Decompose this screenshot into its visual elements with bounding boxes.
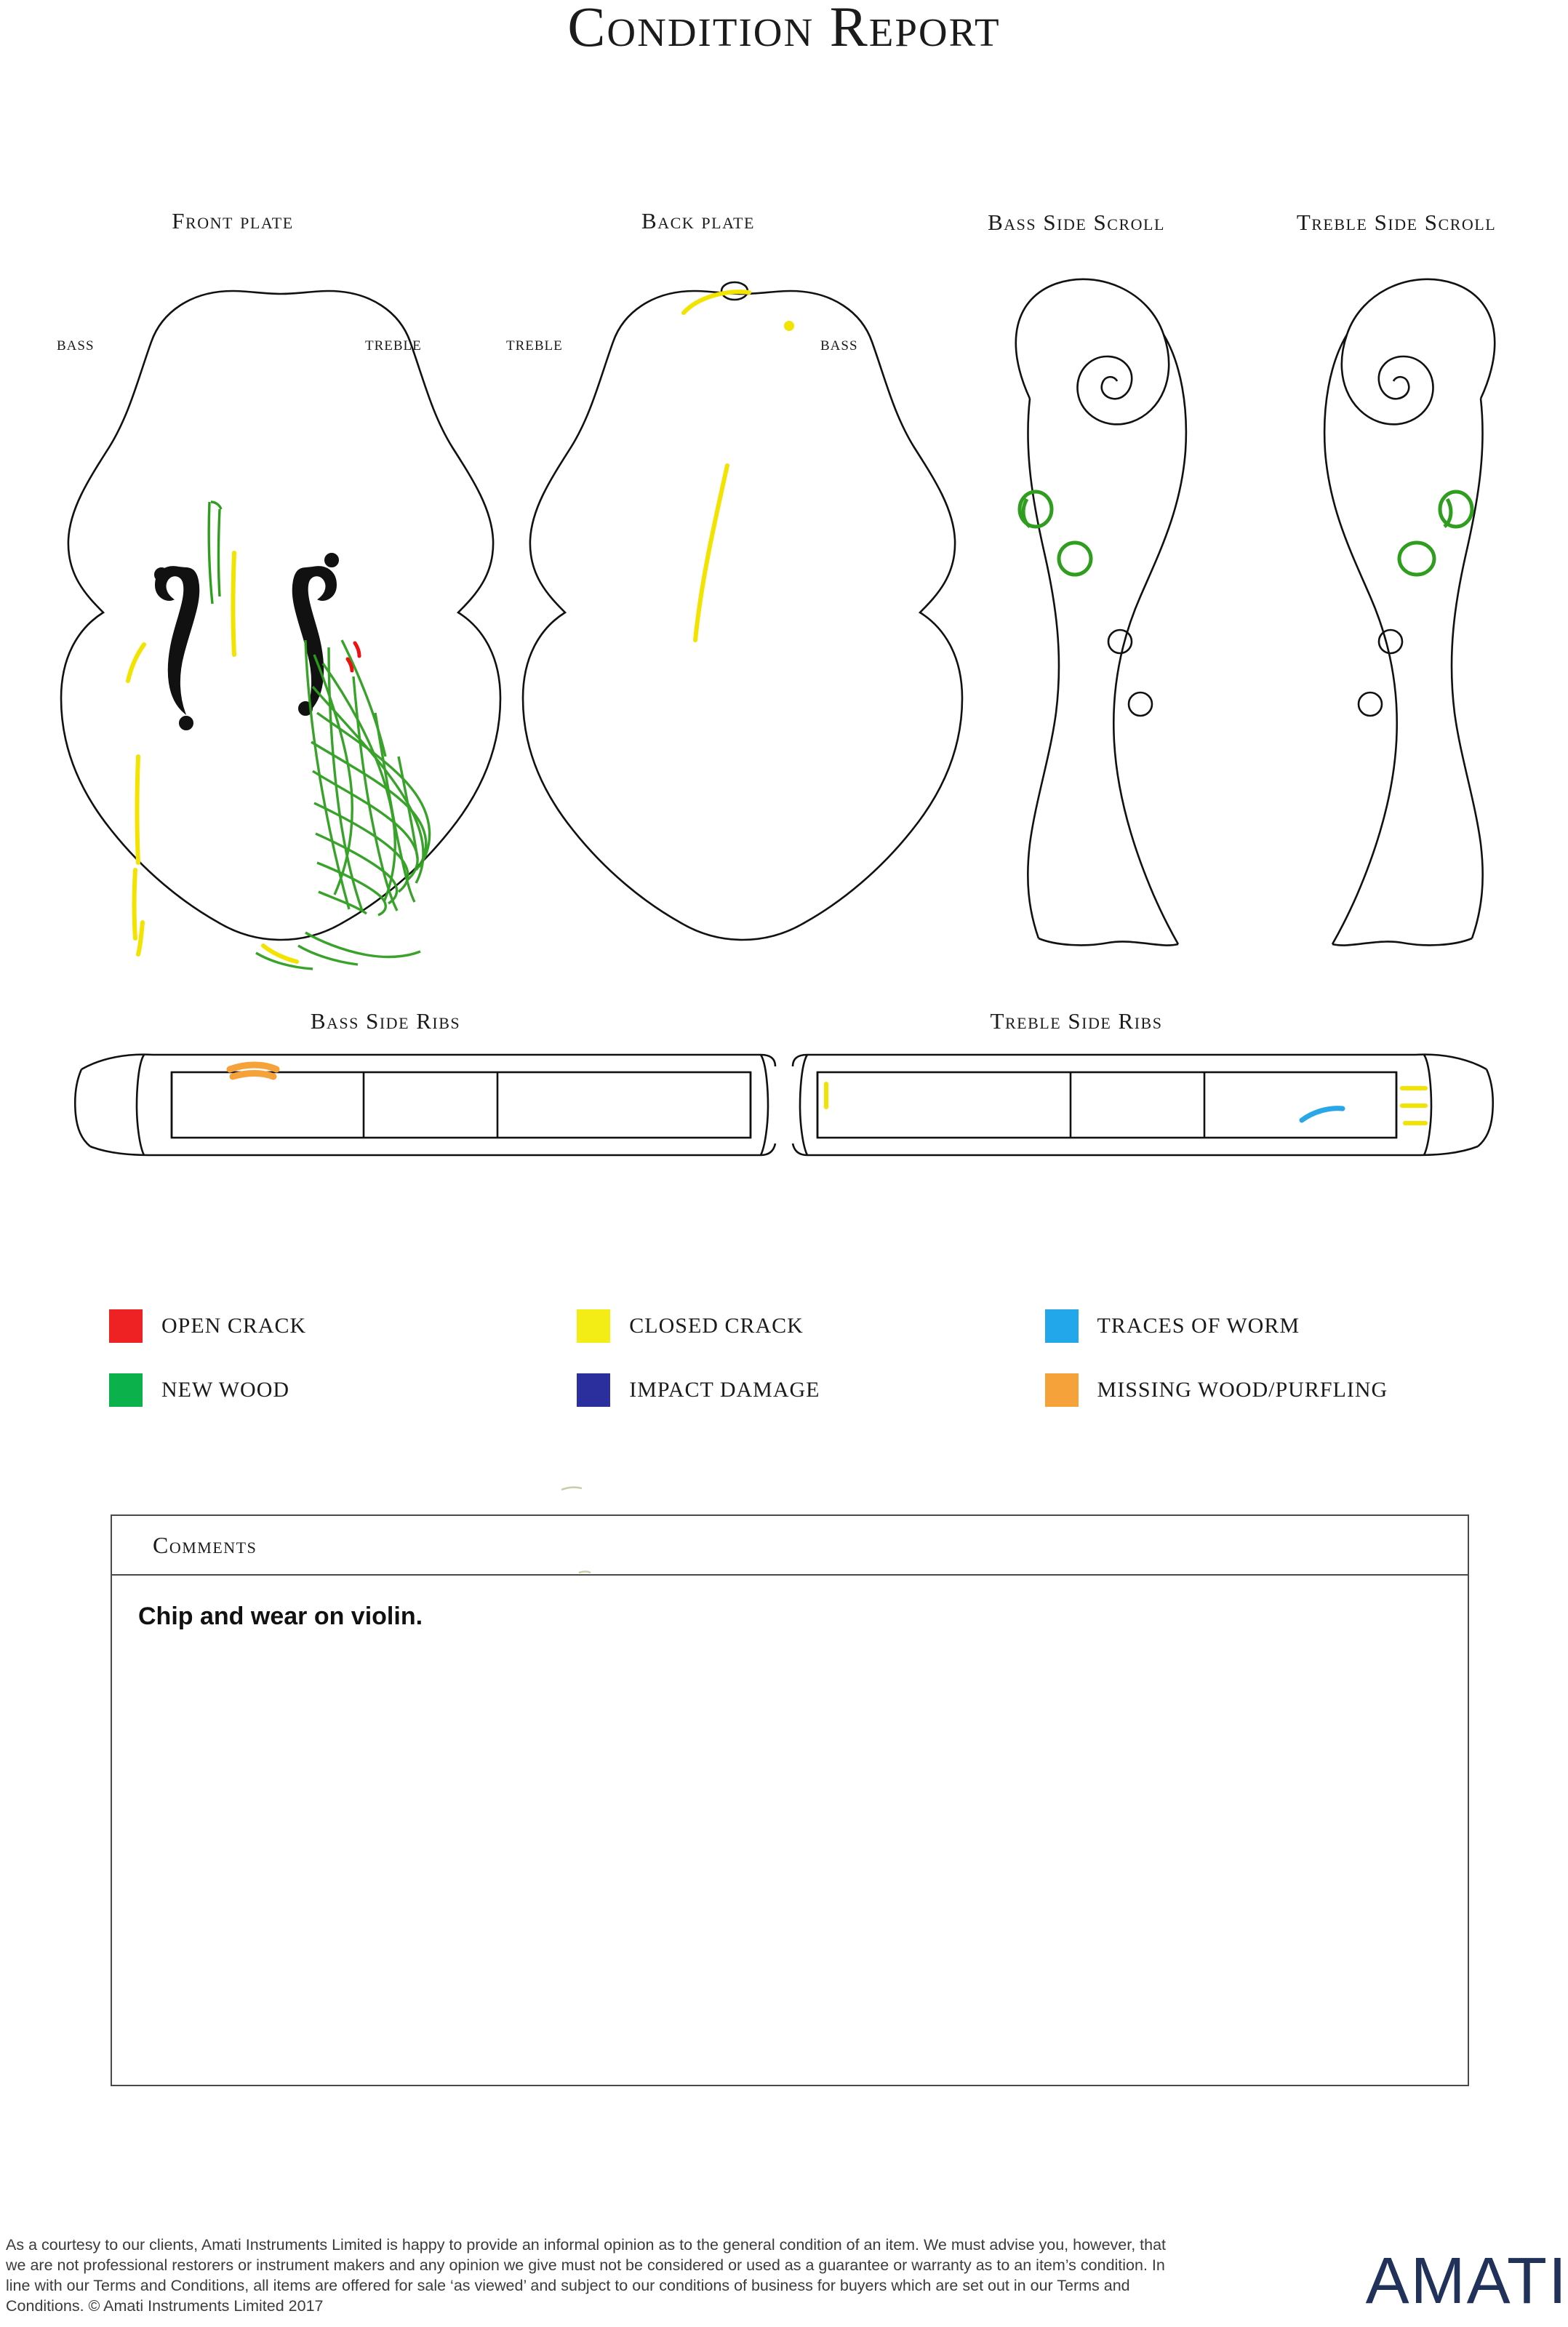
bass-side-ribs-outline: [75, 1055, 775, 1155]
bass-side-ribs-label: Bass Side Ribs: [310, 1008, 461, 1034]
legend: [109, 1309, 1513, 1437]
footer-disclaimer: As a courtesy to our clients, Amati Instruments Limited is happy to provide an informal opinion as to the general condition of an item. We must advise you, however, that we are not professional restorers or instrument makers and any opinion we give must not be considered or used as a guarantee or warranty as to an item’s condition. In line with our Terms and Conditions, all items are offered for sale ‘as viewed’ and subject to our conditions of business for buyers which are set out in our Terms and Conditions. © Amati Instruments Limited 2017: [6, 2236, 1167, 2315]
front-plate-new-wood-upper: [209, 502, 221, 604]
front-plate-treble-label: TREBLE: [365, 338, 422, 354]
legend-row: [109, 1373, 1513, 1407]
legend-row: [109, 1309, 1513, 1343]
legend-label-impact-damage: IMPACT DAMAGE: [629, 1378, 820, 1402]
bass-side-ribs-missing-wood-marking: [230, 1065, 276, 1077]
bass-side-scroll-label: Bass Side Scroll: [988, 209, 1165, 235]
front-plate-new-wood-marking: [256, 640, 430, 969]
front-plate-open-crack-marking: [348, 643, 359, 671]
front-plate-bass-label: BASS: [57, 338, 95, 354]
back-plate-closed-crack-marking: [684, 292, 794, 640]
treble-side-ribs-worm-marking: [1302, 1109, 1343, 1120]
legend-label-traces-of-worm: TRACES OF WORM: [1097, 1314, 1300, 1338]
legend-swatch-traces-of-worm: [1045, 1309, 1079, 1343]
legend-item-closed-crack: [577, 1309, 1044, 1343]
legend-swatch-open-crack: [109, 1309, 143, 1343]
front-plate-label: Front plate: [172, 208, 294, 234]
bass-side-scroll-outline: [1016, 279, 1186, 946]
treble-side-ribs-closed-crack-marking: [826, 1084, 1425, 1123]
amati-logo: AMATI: [1365, 2245, 1568, 2318]
legend-swatch-missing-wood: [1045, 1373, 1079, 1407]
legend-label-missing-wood: MISSING WOOD/PURFLING: [1097, 1378, 1388, 1402]
legend-swatch-closed-crack: [577, 1309, 610, 1343]
comments-header-label: Comments: [153, 1531, 257, 1558]
legend-swatch-new-wood: [109, 1373, 143, 1407]
comments-header: [112, 1516, 1468, 1576]
back-plate-treble-label: TREBLE: [506, 338, 563, 354]
treble-side-scroll-new-wood-marking: [1399, 492, 1472, 575]
back-plate-outline: [523, 282, 962, 940]
treble-side-scroll-outline: [1324, 279, 1495, 946]
bass-side-scroll-new-wood-marking: [1020, 492, 1091, 575]
back-plate-bass-label: BASS: [820, 338, 858, 354]
front-plate-closed-crack-marking: [128, 553, 297, 962]
page-title: Condition Report: [567, 0, 1001, 58]
comments-text: Chip and wear on violin.: [138, 1602, 423, 1630]
legend-item-impact-damage: [577, 1373, 1044, 1407]
front-plate-f-holes: [155, 554, 338, 730]
legend-swatch-impact-damage: [577, 1373, 610, 1407]
legend-item-open-crack: [109, 1309, 577, 1343]
front-plate-outline: [61, 291, 500, 940]
treble-side-ribs-outline: [793, 1055, 1493, 1155]
treble-side-ribs-label: Treble Side Ribs: [990, 1008, 1163, 1034]
legend-label-open-crack: OPEN CRACK: [161, 1314, 307, 1338]
legend-item-missing-wood: [1045, 1373, 1513, 1407]
legend-label-closed-crack: CLOSED CRACK: [629, 1314, 804, 1338]
back-plate-label: Back plate: [641, 208, 755, 234]
comments-box: [111, 1514, 1469, 2086]
legend-label-new-wood: NEW WOOD: [161, 1378, 290, 1402]
treble-side-scroll-label: Treble Side Scroll: [1296, 209, 1497, 235]
legend-item-new-wood: [109, 1373, 577, 1407]
legend-item-traces-of-worm: [1045, 1309, 1513, 1343]
